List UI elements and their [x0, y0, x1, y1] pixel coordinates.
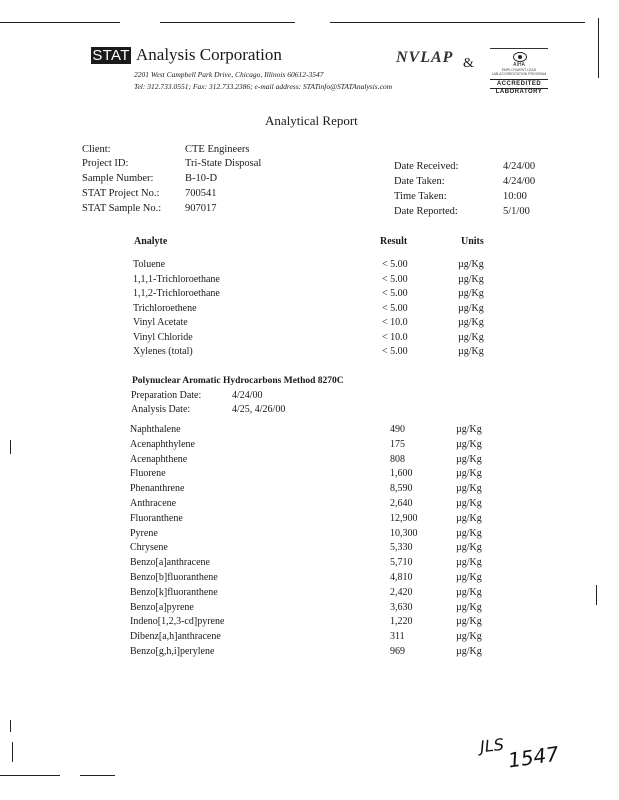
volatile-result-cell: < 10.0	[382, 331, 408, 343]
pah-result-cell: 808	[390, 453, 405, 465]
pah-analyte-cell: Pyrene	[130, 527, 158, 539]
pah-result-cell: 2,420	[390, 586, 413, 598]
pah-units-cell: µg/Kg	[456, 572, 482, 583]
date-received-value: 4/24/00	[503, 161, 536, 172]
pah-result-cell: 175	[390, 438, 405, 450]
scan-top-line-left	[0, 22, 120, 23]
aiha-accreditation-badge	[490, 48, 548, 97]
volatile-analyte-cell: Trichloroethene	[133, 302, 197, 314]
pah-result-cell: 5,710	[390, 557, 413, 569]
pah-units-cell: µg/Kg	[456, 586, 482, 598]
pah-analyte-cell: Phenanthrene	[130, 483, 185, 495]
project-id-value: Tri-State Disposal	[185, 158, 262, 169]
scan-left-mark-1	[10, 440, 11, 454]
pah-result-cell: 490	[390, 424, 405, 435]
scan-bottom-line-1	[0, 775, 60, 776]
pah-units-cell: µg/Kg	[456, 527, 482, 539]
scan-right-edge	[598, 18, 599, 78]
ampersand: &	[463, 56, 474, 71]
volatile-units-cell: µg/Kg	[458, 331, 484, 343]
pah-result-cell: 3,630	[390, 601, 413, 613]
analysis-date-value: 4/25, 4/26/00	[232, 404, 286, 415]
date-taken-label: Date Taken:	[394, 176, 445, 187]
handwritten-page-number: 1547	[506, 741, 561, 773]
preparation-date-label: Preparation Date:	[131, 390, 202, 401]
volatile-units-cell: µg/Kg	[458, 288, 484, 299]
pah-units-cell: µg/Kg	[456, 631, 482, 643]
preparation-date-value: 4/24/00	[232, 390, 263, 401]
scan-right-mark	[596, 585, 597, 605]
pah-analyte-cell: Benzo[a]anthracene	[130, 557, 210, 569]
pah-section-title: Polynuclear Aromatic Hydrocarbons Method 8270C	[132, 376, 344, 386]
pah-result-cell: 4,810	[390, 572, 413, 583]
aiha-program-text	[490, 68, 548, 76]
laboratory-label: LABORATORY	[495, 89, 543, 95]
volatile-units-cell: µg/Kg	[458, 317, 484, 328]
volatile-result-cell: < 5.00	[382, 288, 408, 299]
analysis-date-label: Analysis Date:	[131, 404, 191, 415]
pah-analyte-cell: Benzo[b]fluoranthene	[130, 572, 218, 583]
stat-sample-no-label: STAT Sample No.:	[82, 203, 162, 214]
pah-result-cell: 5,330	[390, 542, 413, 554]
scan-top-line-right	[330, 22, 585, 23]
pah-result-cell: 969	[390, 646, 405, 657]
volatile-result-cell: < 10.0	[382, 317, 408, 328]
volatile-result-cell: < 5.00	[382, 273, 408, 285]
pah-analyte-cell: Chrysene	[130, 542, 168, 554]
scan-left-mark-3	[12, 742, 13, 762]
pah-units-cell: µg/Kg	[456, 512, 482, 524]
pah-units-cell: µg/Kg	[456, 483, 482, 495]
scan-bottom-line-2	[80, 775, 115, 776]
volatile-analyte-cell: 1,1,2-Trichloroethane	[133, 288, 220, 299]
sample-number-label: Sample Number:	[82, 173, 154, 184]
volatile-analyte-cell: Vinyl Chloride	[133, 331, 193, 343]
volatile-units-cell: µg/Kg	[458, 273, 484, 285]
pah-units-cell: µg/Kg	[456, 616, 482, 628]
pah-analyte-cell: Fluoranthene	[130, 512, 183, 524]
aiha-emblem-icon	[513, 52, 527, 62]
pah-units-cell: µg/Kg	[456, 646, 482, 657]
pah-analyte-cell: Acenaphthylene	[130, 438, 195, 450]
stat-project-no-label: STAT Project No.:	[82, 188, 160, 199]
stat-sample-no-value: 907017	[185, 203, 217, 214]
volatile-analyte-cell: Xylenes (total)	[133, 346, 193, 357]
stat-logo: STAT	[92, 47, 130, 64]
pah-units-cell: µg/Kg	[456, 438, 482, 450]
date-received-label: Date Received:	[394, 161, 459, 172]
client-label: Client:	[82, 144, 111, 155]
sample-number-value: B-10-D	[185, 173, 218, 184]
date-reported-value: 5/1/00	[503, 206, 530, 217]
company-contact: Tel: 312.733.0551; Fax: 312.733.2386; e-mail address: STATinfo@STATAnalysis.com	[134, 82, 393, 91]
volatile-analyte-cell: Vinyl Acetate	[133, 317, 188, 328]
pah-units-cell: µg/Kg	[456, 601, 482, 613]
column-header-result: Result	[380, 236, 408, 247]
pah-result-cell: 311	[390, 631, 405, 643]
pah-analyte-cell: Fluorene	[130, 468, 166, 480]
pah-analyte-cell: Dibenz[a,h]anthracene	[130, 631, 221, 643]
pah-result-cell: 8,590	[390, 483, 413, 495]
aiha-small-line-1: EMPLOYMENT LEAD	[501, 68, 537, 72]
volatile-result-cell: < 5.00	[382, 259, 408, 270]
project-id-label: Project ID:	[82, 158, 129, 169]
stat-project-no-value: 700541	[185, 188, 217, 199]
volatile-analyte-cell: 1,1,1-Trichloroethane	[133, 273, 220, 285]
volatile-result-cell: < 5.00	[382, 346, 408, 357]
pah-units-cell: µg/Kg	[456, 557, 482, 569]
volatile-result-cell: < 5.00	[382, 302, 408, 314]
pah-result-cell: 1,220	[390, 616, 413, 628]
handwritten-initials: JLS	[479, 734, 505, 757]
time-taken-label: Time Taken:	[394, 191, 447, 202]
time-taken-value: 10:00	[503, 191, 527, 202]
pah-units-cell: µg/Kg	[456, 424, 482, 435]
pah-analyte-cell: Naphthalene	[130, 424, 181, 435]
pah-result-cell: 1,600	[390, 468, 413, 480]
pah-result-cell: 10,300	[390, 527, 418, 539]
nvlap-logo: NVLAP	[396, 49, 454, 66]
volatile-units-cell: µg/Kg	[458, 302, 484, 314]
client-value: CTE Engineers	[185, 144, 250, 155]
pah-analyte-cell: Benzo[g,h,i]perylene	[130, 646, 215, 657]
company-name: Analysis Corporation	[136, 45, 282, 64]
pah-units-cell: µg/Kg	[456, 468, 482, 480]
scan-left-mark-2	[10, 720, 11, 732]
volatile-units-cell: µg/Kg	[458, 346, 484, 357]
column-header-units: Units	[461, 236, 484, 247]
column-header-analyte: Analyte	[134, 236, 168, 247]
aiha-name: AIHA	[513, 62, 525, 68]
volatile-units-cell: µg/Kg	[458, 259, 484, 270]
pah-analyte-cell: Benzo[a]pyrene	[130, 601, 194, 613]
scan-top-line-mid	[160, 22, 295, 23]
pah-analyte-cell: Benzo[k]fluoranthene	[130, 586, 218, 598]
pah-units-cell: µg/Kg	[456, 498, 482, 509]
date-reported-label: Date Reported:	[394, 206, 458, 217]
date-taken-value: 4/24/00	[503, 176, 536, 187]
pah-units-cell: µg/Kg	[456, 542, 482, 554]
volatile-analyte-cell: Toluene	[133, 259, 166, 270]
pah-analyte-cell: Acenaphthene	[130, 453, 188, 465]
aiha-small-line-2: LAB ACCREDITATION PROGRAM	[491, 72, 547, 76]
accredited-label: ACCREDITED	[490, 79, 548, 89]
pah-analyte-cell: Indeno[1,2,3-cd]pyrene	[130, 616, 225, 628]
pah-result-cell: 12,900	[390, 512, 418, 524]
pah-result-cell: 2,640	[390, 498, 413, 509]
pah-units-cell: µg/Kg	[456, 453, 482, 465]
report-title: Analytical Report	[265, 113, 358, 128]
pah-analyte-cell: Anthracene	[130, 498, 177, 509]
company-address: 2201 West Campbell Park Drive, Chicago, Illinois 60612-3547	[134, 70, 324, 79]
